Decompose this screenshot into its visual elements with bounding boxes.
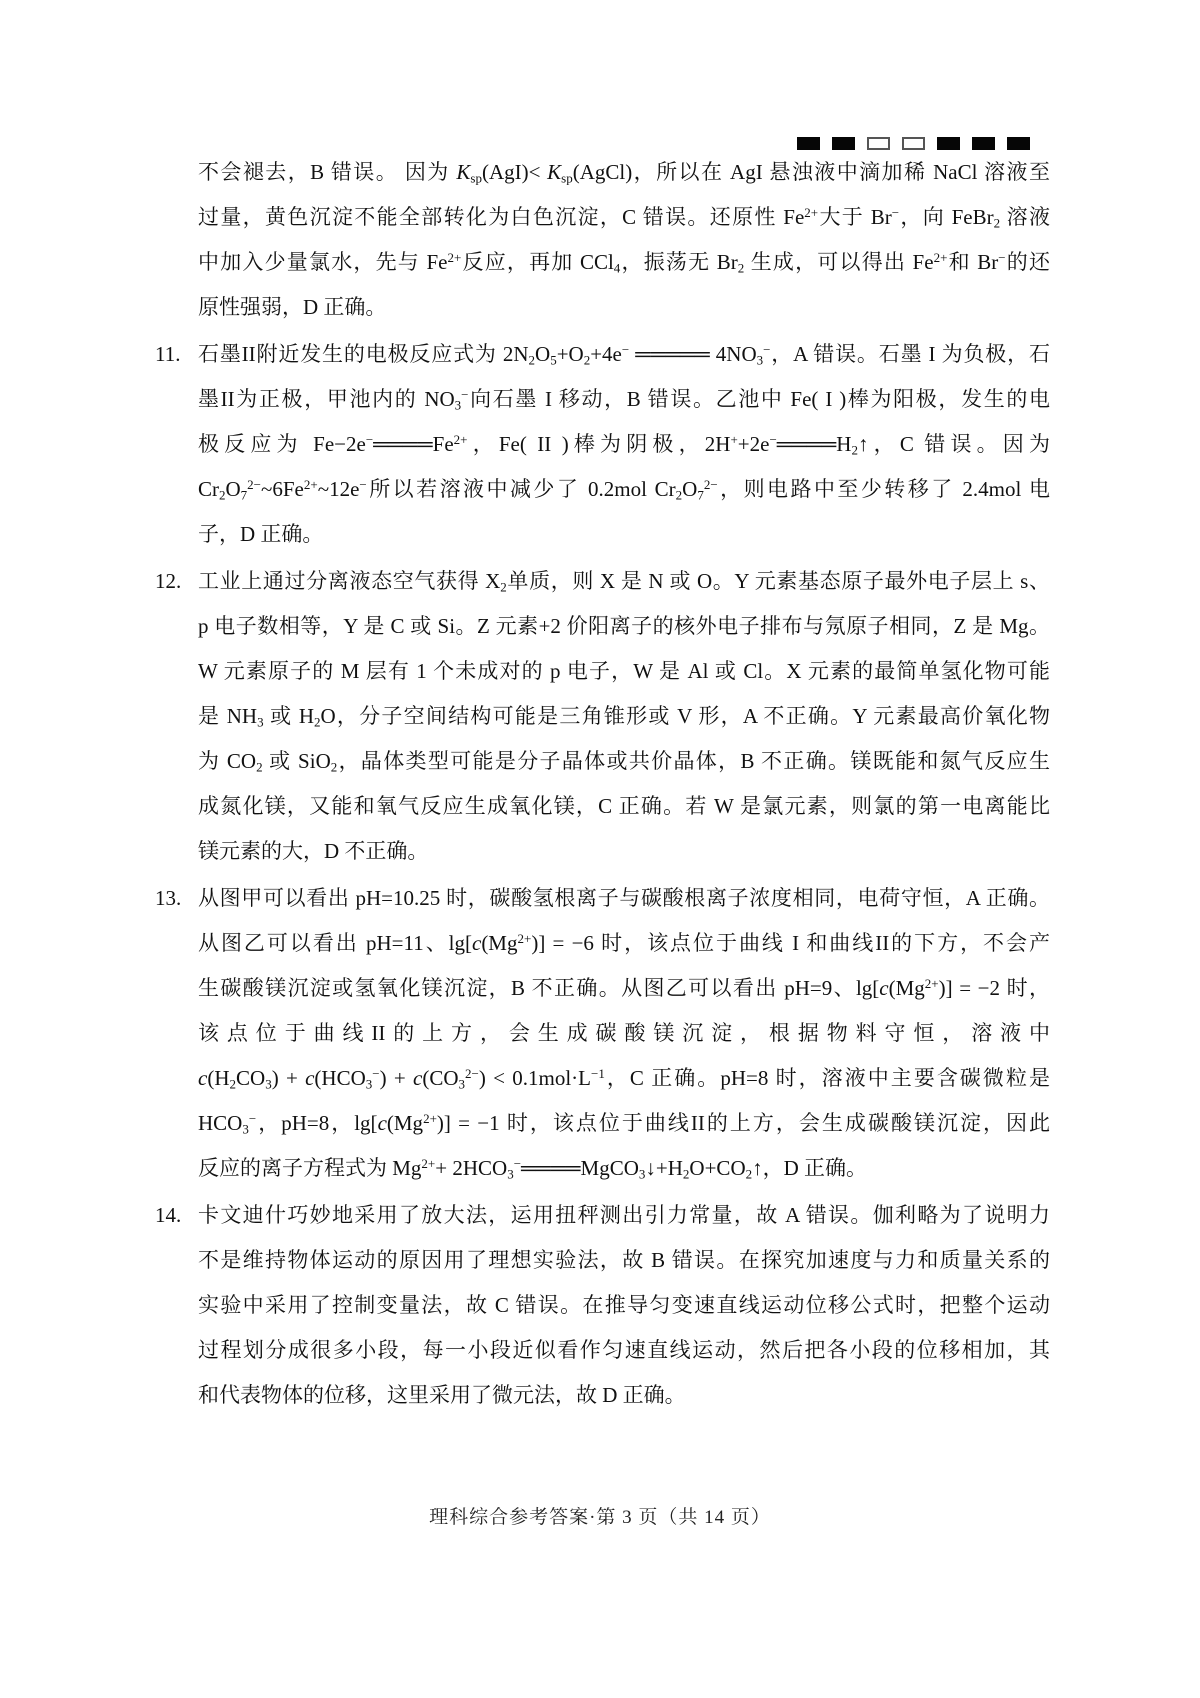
registration-mark — [902, 137, 925, 150]
paragraph — [155, 150, 1050, 330]
item-number: 11. — [155, 342, 181, 366]
text-line: 中加入少量氯水，先与 $Fe^{2+}$反应，再加 CCl$_4$，振荡无 $Br_2$ 生成，可以得出 $Fe^{2+}$和 Br−的还 — [198, 249, 1051, 276]
text-line: W 元素原子的 M 层有 1 个未成对的 p 电子，W 是 Al 或 Cl。X 元素的最简单氢化物可能 — [198, 659, 1050, 683]
registration-mark — [972, 137, 995, 150]
text-line: 反应的离子方程式为 $Mg^{2+}+$ $2HCO_3^-════MgCO_3↓+H_2O+CO_2↑$，D 正确。 — [198, 1155, 868, 1182]
registration-marks — [797, 137, 1030, 150]
item-number: 14. — [155, 1203, 182, 1227]
text-line: 过程划分成很多小段，每一小段近似看作匀速直线运动，然后把各小段的位移相加，其 — [198, 1338, 1050, 1362]
paragraph — [155, 559, 1050, 874]
text-line: 墨II为正极，甲池内的 $NO_3^-$向石墨 I 移动，B 错误。乙池中 Fe( I )棒为阳极，发生的电 — [198, 386, 1050, 413]
text-line: 不是维持物体运动的原因用了理想实验法，故 B 错误。在探究加速度与力和质量关系的 — [198, 1248, 1050, 1272]
paragraph — [155, 876, 1050, 1191]
paragraph — [155, 1193, 1050, 1418]
text-line: 实验中采用了控制变量法，故 C 错误。在推导匀变速直线运动位移公式时，把整个运动 — [198, 1293, 1050, 1317]
registration-mark — [832, 137, 855, 150]
text-line: p 电子数相等，Y 是 C 或 Si。Z 元素+2 价阳离子的核外电子排布与氖原子相同，Z 是 Mg。 — [198, 614, 1050, 638]
text-line: 成氮化镁，又能和氧气反应生成氧化镁，C 正确。若 W 是氯元素，则氯的第一电离能比 — [198, 794, 1050, 818]
page-footer: 理科综合参考答案·第 3 页（共 14 页） — [429, 1507, 771, 1528]
text-line: $Cr_2O_7^{2-}\sim 6Fe^{2+}\sim 12e^-$所以若溶液中减少了 0.2mol $Cr_2O_7^{2-}$，则电路中至少转移了 2.4mol 电 — [198, 476, 1051, 503]
text-line: 从图乙可以看出 pH=11、$\lg[c(Mg^{2+})] = -6$ 时，该点位于曲线 I 和曲线II的下方，不会产 — [198, 930, 1050, 955]
text-line: 工业上通过分离液态空气获得 $X_2$单质，则 X 是 N 或 O。Y 元素基态原子最外电子层上 s、 — [198, 569, 1050, 595]
text-line: 从图甲可以看出 pH=10.25 时，碳酸氢根离子与碳酸根离子浓度相同，电荷守恒，A 正确。 — [198, 886, 1050, 910]
text-line: 是 $NH_3$ 或 $H_2O$，分子空间结构可能是三角锥形或 V 形，A 不正确。Y 元素最高价氧化物 — [198, 704, 1050, 730]
paragraph — [155, 332, 1050, 557]
text-line: 卡文迪什巧妙地采用了放大法，运用扭秤测出引力常量，故 A 错误。伽利略为了说明力 — [198, 1203, 1050, 1227]
text-line: 石墨II附近发生的电极反应式为 $2N_2O_5+O_2+4e^-$ ═════ $4NO_3^-$，A 错误。石墨 I 为负极，石 — [198, 341, 1050, 368]
text-line: 镁元素的大，D 不正确。 — [198, 839, 429, 863]
item-number: 13. — [155, 886, 182, 910]
text-line: 子，D 正确。 — [198, 522, 324, 546]
answer-content — [155, 150, 1050, 1420]
text-line: $HCO_3^-$，pH=8，$\lg[c(Mg^{2+})] = -1$ 时，该点位于曲线II的上方，会生成碳酸镁沉淀，因此 — [198, 1110, 1050, 1137]
registration-mark — [1007, 137, 1030, 150]
registration-mark — [937, 137, 960, 150]
registration-mark — [797, 137, 820, 150]
text-line: 为 $CO_2$ 或 SiO$_2$，晶体类型可能是分子晶体或共价晶体，B 不正确。镁既能和氮气反应生 — [198, 749, 1050, 775]
text-line: 不会褪去，B 错误。 因为 $K_{sp}(AgI)<$ $K_{sp}(AgCl)$，所以在 AgI 悬浊液中滴加稀 NaCl 溶液至 — [198, 160, 1050, 186]
text-line: 该点位于曲线II的上方，会生成碳酸镁沉淀，根据物料守恒，溶液中 — [198, 1021, 1050, 1045]
item-number: 12. — [155, 569, 182, 593]
text-line: 过量，黄色沉淀不能全部转化为白色沉淀，C 错误。还原性 $Fe^{2+}$大于 Br−，向 FeBr$_2$ 溶液 — [198, 204, 1051, 231]
text-line: 生碳酸镁沉淀或氢氧化镁沉淀，B 不正确。从图乙可以看出 pH=9、$\lg[c(Mg^{2+})] = -2$ 时， — [198, 975, 1050, 1000]
registration-mark — [867, 137, 890, 150]
text-line: 和代表物体的位移，这里采用了微元法，故 D 正确。 — [198, 1383, 686, 1407]
text-line: 原性强弱，D 正确。 — [198, 295, 387, 319]
text-line: 极反应为 $Fe-2e^-════Fe^{2+}$，Fe( II )棒为阴极，$2H^++2e^-════H_2↑$，C 错误。因为 — [198, 431, 1050, 458]
text-line: $c(H_2CO_3) + c(HCO_3^-) + c(CO_3^{2-}) < 0.1mol\cdot L^{-1}$，C 正确。pH=8 时，溶液中主要含碳微粒是 — [198, 1065, 1050, 1092]
